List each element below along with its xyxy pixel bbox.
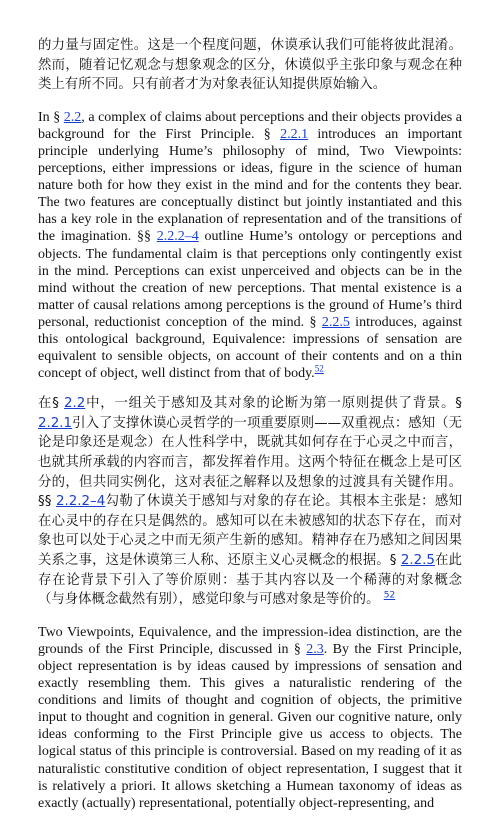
text-run: outline Hume’s ontology or perceptions and objects. The fundamental claim is that perceptions only contingently exist in the mind. Perceptions can exist unperceived and objects can be in the mind without the creation of new perceptions. That mental existence is a matter of causal relations among perceptions is the ground of Hume’s third personal, reductionist conception of the mind. §: [38, 229, 462, 330]
footnote-link-52[interactable]: 52: [314, 363, 324, 374]
paragraph-en-2: [38, 624, 462, 812]
text-run: 在§: [38, 396, 64, 412]
footnote-link-52[interactable]: 52: [383, 590, 396, 601]
section-link-2-2-5[interactable]: 2.2.5: [400, 553, 435, 569]
paragraph-text: 的力量与固定性。这是一个程度问题，休谟承认我们可能将彼此混淆。然而，随着记忆观念与想象观念的区分，休谟似乎主张印象与观念在种类上有所不同。只有前者才为对象表征认知提供原始输入。: [38, 38, 462, 93]
section-link-2-2-2-4[interactable]: 2.2.2–4: [156, 229, 199, 245]
section-link-2-3[interactable]: 2.3: [306, 641, 324, 657]
text-run: , a complex of claims about perceptions and their objects provides a background for the First Principle. §: [38, 109, 462, 142]
text-run: 引入了支撑休谟心灵哲学的一项重要原则——双重视点：感知（无论是印象还是观念）在人性科学中，既就其如何存在于心灵之中而言，也就其所承载的内容而言，都发挥着作用。这两个特征在概念上是可区分的，但共同实例化，这对表征之解释以及想象的过渡具有关键作用。§§: [38, 415, 462, 510]
section-link-2-2-2-4[interactable]: 2.2.2–4: [55, 494, 106, 510]
text-run: 在此存在论背景下引入了等价原则：基于其内容以及一个稀薄的对象概念（与身体概念截然有别），感觉印象与可感对象是等价的。: [38, 553, 462, 608]
section-link-2-2-1[interactable]: 2.2.1: [38, 415, 73, 431]
paragraph-zh-1: [38, 36, 462, 95]
section-link-2-2-5[interactable]: 2.2.5: [321, 314, 350, 330]
text-run: In §: [38, 109, 64, 125]
text-run: introduces an important principle underlying Hume’s philosophy of mind, Two Viewpoints: perceptions, either impressions or ideas, figure in the science of human nature both for how they exist in the mind and for the contents they bear. The two features are conceptually distinct but jointly instantiated and this has a key role in the explanation of representation and of the transitions of the imagination. §§: [38, 126, 462, 245]
section-link-2-2[interactable]: 2.2: [63, 396, 86, 412]
section-link-2-2[interactable]: 2.2: [63, 109, 82, 125]
text-run: introduces, against this ontological background, Equivalence: impressions of sensation are equivalent to sensible objects, on account of their contents and on a thin concept of object, well distinct from that of body.: [38, 314, 462, 382]
section-link-2-2-1[interactable]: 2.2.1: [280, 126, 309, 142]
paragraph-en-1: [38, 109, 462, 383]
text-run: . By the First Principle, object representation is by ideas caused by impressions of sensation and exactly resembling them. This gives a naturalistic rendering of the conditions and limits of thought and cognition of objects, the primitive input to thought and cognition in general. Given our cognitive nature, only ideas conforming to the First Principle give us access to objects. The logical status of this principle is controversial. Based on my reading of it as naturalistic constitutive condition of object representation, I suggest that it is relatively a priori. It allows sketching a Humean taxonomy of ideas as exactly (actually) representational, potentially object-representing, and: [38, 641, 462, 811]
text-run: 勾勒了休谟关于感知与对象的存在论。其根本主张是：感知在心灵中的存在只是偶然的。感知可以在未被感知的状态下存在，而对象也可以处于心灵之中而无须产生新的感知。精神存在乃感知之间因果关系之事，这是休谟第三人称、还原主义心灵概念的根据。§: [38, 494, 462, 569]
text-run: 中，一组关于感知及其对象的论断为第一原则提供了背景。§: [85, 396, 462, 412]
text-run: Two Viewpoints, Equivalence, and the impression-idea distinction, are the grounds of the First Principle, discussed in §: [38, 624, 462, 657]
paragraph-zh-2: [38, 394, 462, 610]
